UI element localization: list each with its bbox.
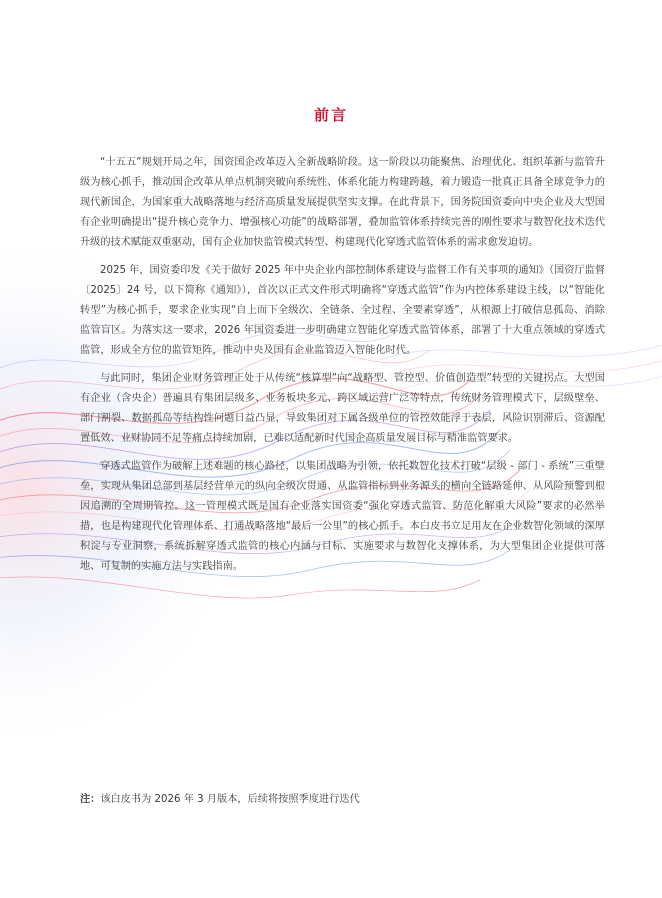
- note-text: 该白皮书为 2026 年 3 月版本，后续将按照季度进行迭代: [100, 794, 360, 805]
- paragraph-3: 与此同时，集团企业财务管理正处于从传统“核算型”向“战略型、管控型、价值创造型”转型的关键拐点。大型国有企业（含央企）普遍具有集团层级多、业务板块多元、跨区域运营广泛等特点，传统财务管理模式下，层级壁垒、部门割裂、数据孤岛等结构性问题日益凸显，导致集团对下属各级单位的管控效能浮于表层，风险识别滞后、资源配置低效、业财协同不足等痛点持续加剧，已难以适配新时代国企高质量发展目标与精准监管要求。: [80, 373, 605, 444]
- paragraph-4: 穿透式监管作为破解上述难题的核心路径，以集团战略为引领，依托数智化技术打破“层级 - 部门 - 系统”三重壁垒，实现从集团总部到基层经营单元的纵向全级次贯通、从监管指标到业务源头的横向全链路延伸、从风险预警到根因追溯的全周期管控。这一管理模式既是国有企业落实国资委“强化穿透式监管、防范化解重大风险”要求的必然举措，也是构建现代化管理体系、打通战略落地“最后一公里”的核心抓手。本白皮书立足用友在企业数智化领域的深厚积淀与专业洞察，系统拆解穿透式监管的核心内涵与目标、实施要求与数智化支撑体系，为大型集团企业提供可落地、可复制的实施方法与实践指南。: [80, 461, 605, 572]
- note-label: 注：: [80, 794, 101, 805]
- version-note: [80, 791, 605, 809]
- preface-body: [80, 153, 605, 585]
- paragraph-2: 2025 年，国资委印发《关于做好 2025 年中央企业内部控制体系建设与监督工作有关事项的通知》（国资厅监督〔2025〕24 号，以下简称《通知》），首次以正式文件形式明确将“穿透式监管”作为内控体系建设主线，以“智能化转型”为核心抓手，要求企业实现“自上而下全级次、全链条、全过程、全要素穿透”，从根源上打破信息孤岛、消除监管盲区。为落实这一要求，2026 年国资委进一步明确建立智能化穿透式监管体系，部署了十大重点领域的穿透式监管，形成全方位的监管矩阵，推动中央及国有企业监管迈入智能化时代。: [80, 265, 605, 356]
- page-title: 前言: [313, 106, 348, 124]
- paragraph-1: “十五五”规划开局之年，国资国企改革迈入全新战略阶段。这一阶段以功能聚焦、治理优化、组织革新与监管升级为核心抓手，推动国企改革从单点机制突破向系统性、体系化能力构建跨越，着力锻造一批真正具备全球竞争力的现代新国企，为国家重大战略落地与经济高质量发展提供坚实支撑。在此背景下，国务院国资委向中央企业及大型国有企业明确提出“提升核心竞争力、增强核心功能”的战略部署，叠加监管体系持续完善的刚性要求与数智化技术迭代升级的技术赋能双重驱动，国有企业加快监管模式转型、构建现代化穿透式监管体系的需求愈发迫切。: [80, 157, 605, 248]
